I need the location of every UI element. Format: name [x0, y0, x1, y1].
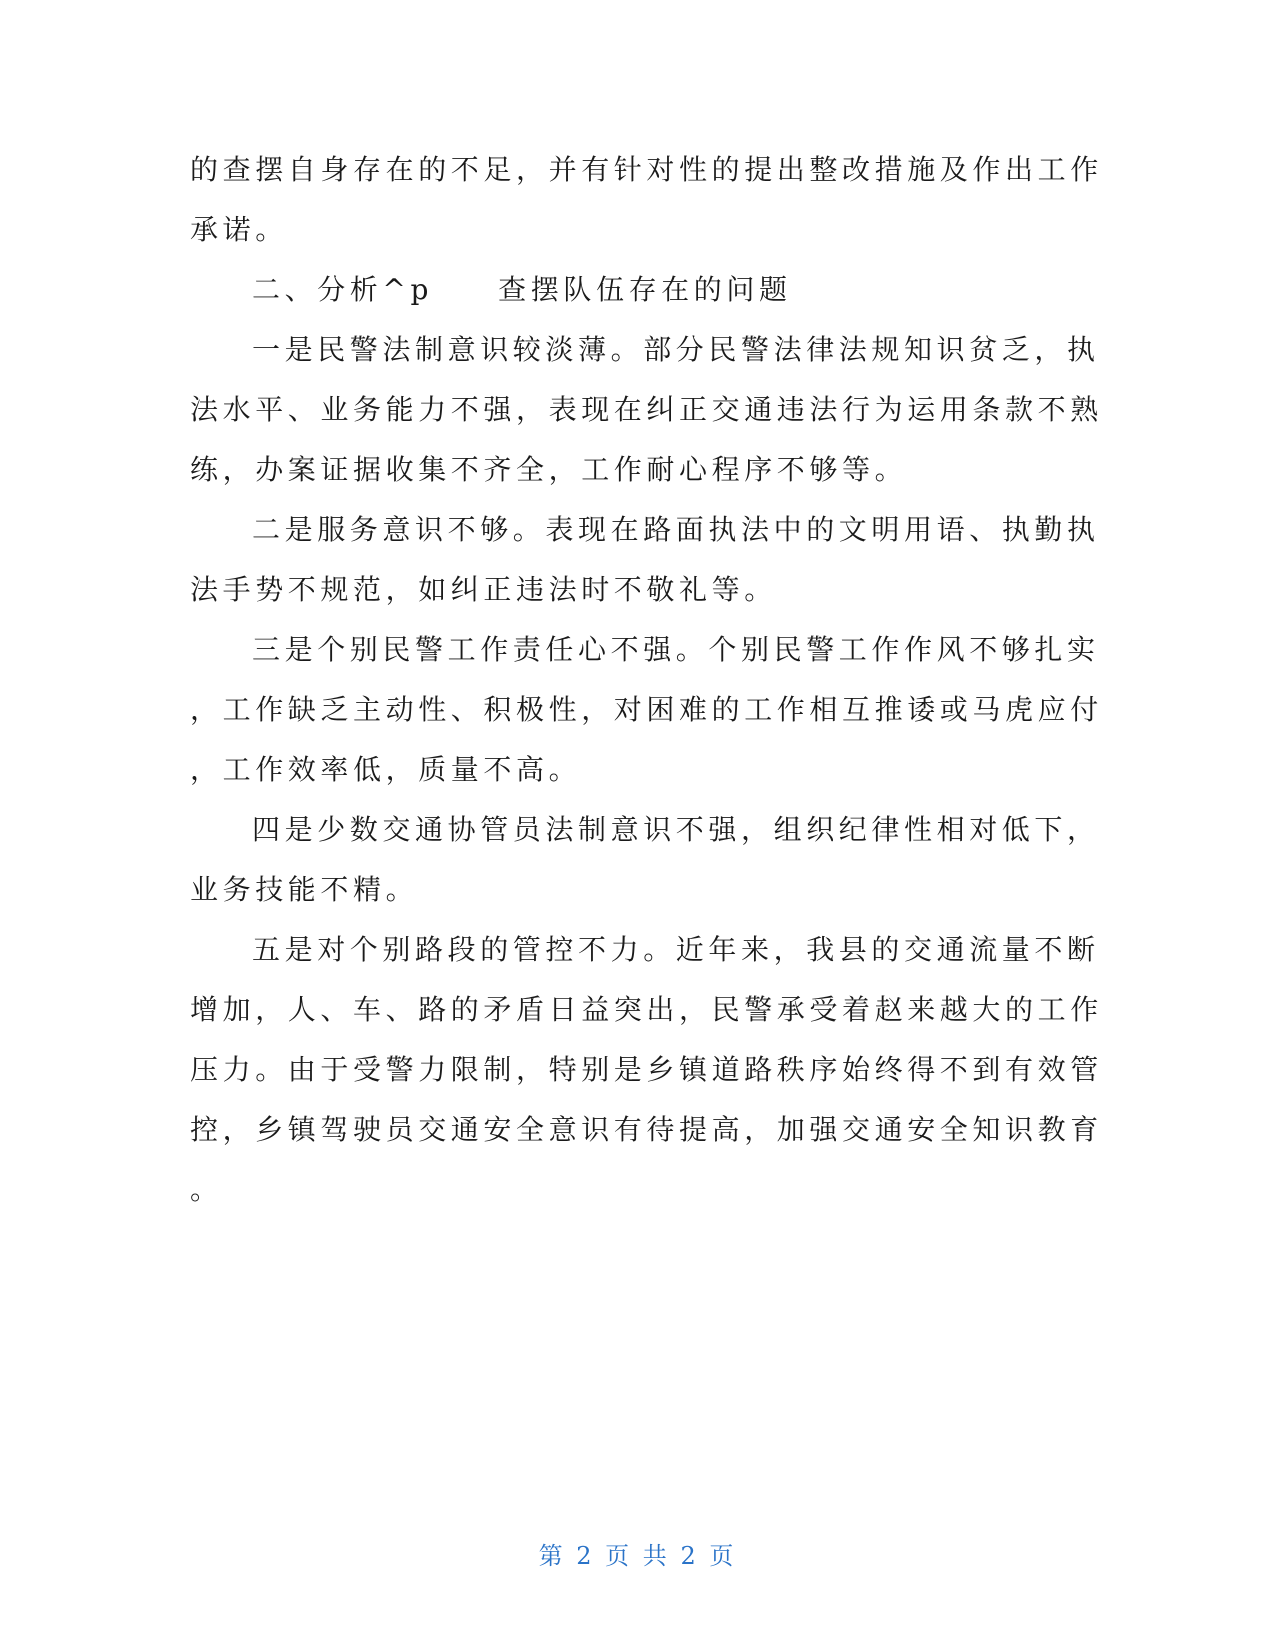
- paragraph-line: ，工作效率低，质量不高。: [190, 753, 582, 786]
- paragraph-line: 。: [190, 1173, 223, 1206]
- paragraph: [190, 140, 1103, 260]
- document-body: [190, 140, 1103, 1220]
- paragraph-line: 四是少数交通协管员法制意识不强，组织纪律性相对低下，: [252, 813, 1100, 846]
- paragraph-line: 二、分析^p 查摆队伍存在的问题: [252, 273, 792, 306]
- paragraph-line: 二是服务意识不够。表现在路面执法中的文明用语、执勤执: [252, 513, 1100, 546]
- paragraph: [190, 920, 1103, 1220]
- paragraph-line: 承诺。: [190, 213, 288, 246]
- paragraph-line: 控，乡镇驾驶员交通安全意识有待提高，加强交通安全知识教育: [190, 1113, 1103, 1146]
- paragraph-line: 法水平、业务能力不强，表现在纠正交通违法行为运用条款不熟: [190, 393, 1103, 426]
- paragraph-line: 业务技能不精。: [190, 873, 419, 906]
- paragraph-line: 三是个别民警工作责任心不强。个别民警工作作风不够扎实: [252, 633, 1100, 666]
- paragraph-line: 的查摆自身存在的不足，并有针对性的提出整改措施及作出工作: [190, 153, 1103, 186]
- paragraph: [190, 620, 1103, 800]
- paragraph: [190, 800, 1100, 920]
- paragraph-line: 五是对个别路段的管控不力。近年来，我县的交通流量不断: [252, 933, 1100, 966]
- paragraph: [190, 260, 1070, 320]
- paragraph-line: 一是民警法制意识较淡薄。部分民警法律法规知识贫乏，执: [252, 333, 1100, 366]
- paragraph-line: 法手势不规范，如纠正违法时不敬礼等。: [190, 573, 777, 606]
- paragraph: [190, 320, 1103, 500]
- paragraph-line: 增加，人、车、路的矛盾日益突出，民警承受着赵来越大的工作: [190, 993, 1103, 1026]
- paragraph-line: 练，办案证据收集不齐全，工作耐心程序不够等。: [190, 453, 908, 486]
- page-footer: 第 2 页 共 2 页: [538, 1542, 737, 1570]
- paragraph-line: ，工作缺乏主动性、积极性，对困难的工作相互推诿或马虎应付: [190, 693, 1103, 726]
- paragraph-line: 压力。由于受警力限制，特别是乡镇道路秩序始终得不到有效管: [190, 1053, 1103, 1086]
- paragraph: [190, 500, 1100, 620]
